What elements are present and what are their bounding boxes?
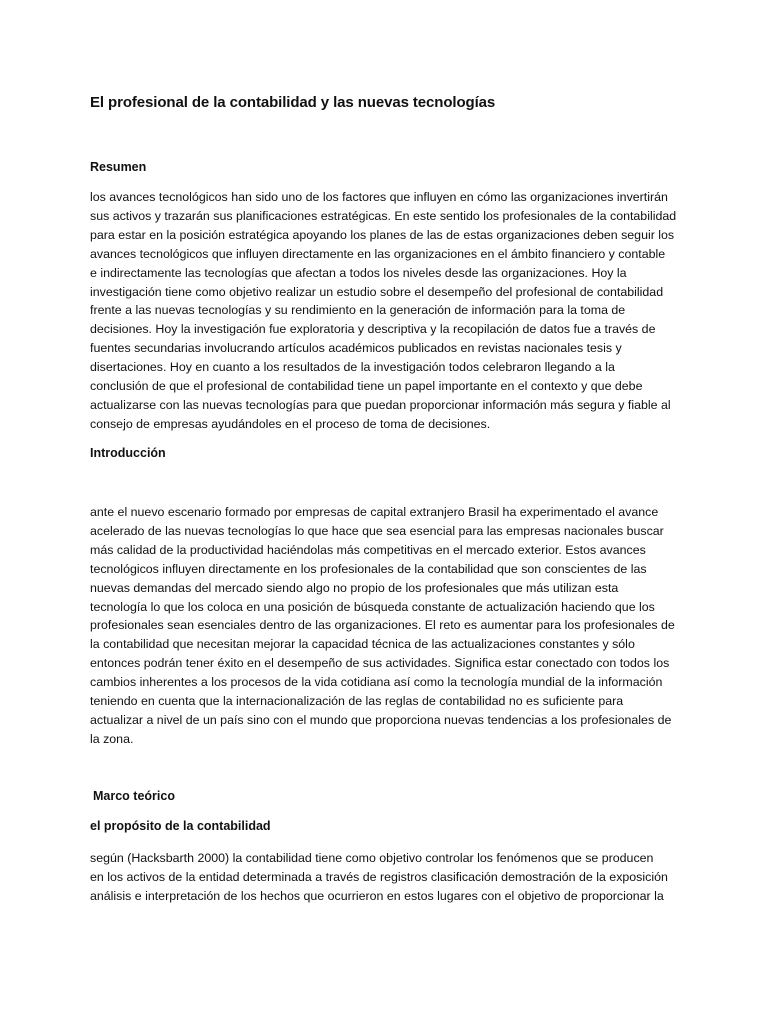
text-line: acelerado de las nuevas tecnologías lo que hace que sea esencial para las empresas nacionales buscar xyxy=(90,523,664,538)
text-line: fuentes secundarias involucrando artículos académicos publicados en revistas nacionales tesis y xyxy=(90,341,622,356)
text-line: según (Hacksbarth 2000) la contabilidad tiene como objetivo controlar los fenómenos que se producen xyxy=(90,851,654,865)
text-line: cambios inherentes a los procesos de la vida cotidiana así como la tecnología mundial de la información xyxy=(90,675,663,690)
text-line: avances tecnológicos que influyen directamente en las organizaciones en el ámbito financiero y contable xyxy=(90,246,666,261)
text-line: más calidad de la productividad haciéndolas más competitivas en el mercado exterior. Estos avances xyxy=(90,542,646,557)
text-line: sus activos y trazarán sus planificaciones estratégicas. En este sentido los profesionales de la contabilidad xyxy=(90,208,677,223)
text-line: análisis e interpretación de los hechos que ocurrieron en estos lugares con el objetivo de proporcionar la xyxy=(90,888,664,903)
text-line: conclusión de que el profesional de contabilidad tiene un papel importante en el contexto y que debe xyxy=(90,379,643,394)
document-title: El profesional de la contabilidad y las nuevas tecnologías xyxy=(90,94,496,111)
text-line: la contabilidad que necesitan mejorar la capacidad técnica de las actualizaciones constantes y sólo xyxy=(90,637,635,652)
text-line: entonces podrán tener éxito en el desempeño de sus actividades. Significa estar conectado con todos los xyxy=(90,656,670,671)
text-line: investigación tiene como objetivo realizar un estudio sobre el desempeño del profesional de contabilidad xyxy=(90,284,664,299)
section-heading-introduccion: Introducción xyxy=(90,446,166,460)
text-line: para estar en la posición estratégica apoyando los planes de las de estas organizaciones deben seguir los xyxy=(90,227,675,242)
text-line: tecnología lo que los coloca en una posición de búsqueda constante de actualización haciendo que los xyxy=(90,599,655,614)
subsection-heading-proposito: el propósito de la contabilidad xyxy=(90,819,271,833)
text-line: la zona. xyxy=(90,731,134,746)
text-line: e indirectamente las tecnologías que afectan a todos los niveles desde las organizaciones. Hoy la xyxy=(90,265,627,280)
text-line: en los activos de la entidad determinada a través de registros clasificación demostración de la exposición xyxy=(90,869,668,884)
text-line: actualizar a nivel de un país sino con el mundo que proporciona nuevas tendencias a los profesionales de xyxy=(90,712,672,727)
text-line: ante el nuevo escenario formado por empresas de capital extranjero Brasil ha experimentado el avance xyxy=(90,505,659,519)
text-line: teniendo en cuenta que la internacionalización de las reglas de contabilidad no es suficiente para xyxy=(90,694,624,709)
text-line: consejo de empresas ayudándoles en el proceso de toma de decisiones. xyxy=(90,416,491,431)
section-heading-resumen: Resumen xyxy=(90,160,147,174)
text-line: decisiones. Hoy la investigación fue exploratoria y descriptiva y la recopilación de datos fue a través de xyxy=(90,322,656,337)
text-line: frente a las nuevas tecnologías y su rendimiento en la generación de información para la toma de xyxy=(90,303,626,318)
paragraph-introduccion xyxy=(90,503,690,749)
paragraph-resumen xyxy=(90,188,690,434)
text-line: actualizarse con las nuevas tecnologías para que puedan proporcionar información más segura y fiable al xyxy=(90,397,671,412)
text-line: disertaciones. Hoy en cuanto a los resultados de la investigación todos celebraron llegando a la xyxy=(90,360,615,375)
text-line: los avances tecnológicos han sido uno de los factores que influyen en cómo las organizaciones invertirán xyxy=(90,190,668,204)
text-line: nuevas demandas del mercado siendo algo no propio de los profesionales que más utilizan esta xyxy=(90,580,619,595)
paragraph-proposito xyxy=(90,849,690,906)
text-line: tecnológicos influyen directamente en los profesionales de la contabilidad que son conscientes de las xyxy=(90,561,647,576)
text-line: profesionales sean esenciales dentro de las organizaciones. El reto es aumentar para los profesionales de xyxy=(90,618,675,633)
section-heading-marco-teorico: Marco teórico xyxy=(93,789,175,803)
